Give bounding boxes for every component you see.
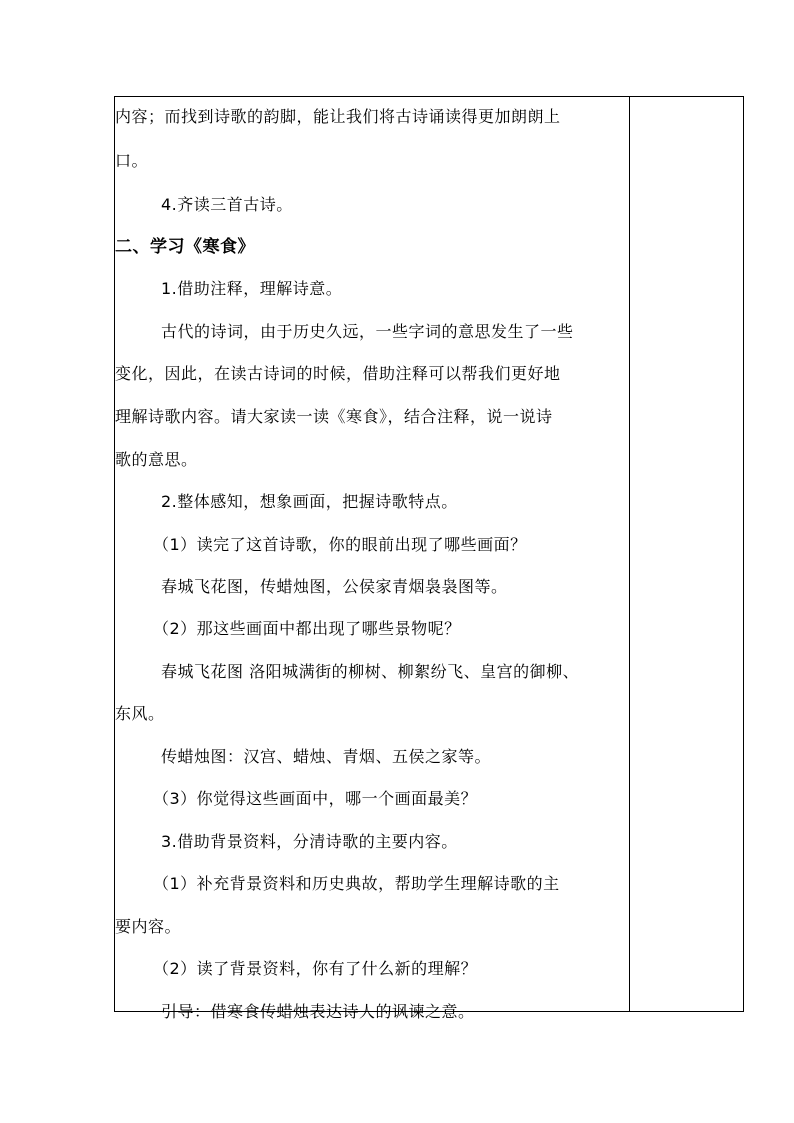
text-line: 传蜡烛图：汉宫、蜡烛、青烟、五侯之家等。 bbox=[161, 747, 492, 766]
text-line: 3.借助背景资料，分清诗歌的主要内容。 bbox=[161, 832, 458, 851]
text-line: 春城飞花图，传蜡烛图，公侯家青烟袅袅图等。 bbox=[161, 577, 508, 596]
text-line: （2）那这些画面中都出现了哪些景物呢？ bbox=[153, 619, 461, 638]
text-line: 2.整体感知，想象画面，把握诗歌特点。 bbox=[161, 492, 458, 511]
text-line: 内容；而找到诗歌的韵脚，能让我们将古诗诵读得更加朗朗上 bbox=[115, 107, 561, 126]
text-line: 1.借助注释，理解诗意。 bbox=[161, 279, 343, 298]
notes-column bbox=[630, 97, 743, 1011]
text-line: （3）你觉得这些画面中，哪一个画面最美？ bbox=[153, 789, 478, 808]
text-line: （1）补充背景资料和历史典故，帮助学生理解诗歌的主 bbox=[153, 874, 560, 893]
text-line: 要内容。 bbox=[115, 917, 182, 936]
text-line: 4.齐读三首古诗。 bbox=[161, 195, 293, 214]
text-line: 口。 bbox=[115, 151, 149, 170]
text-line: 理解诗歌内容。请大家读一读《寒食》，结合注释，说一说诗 bbox=[115, 407, 553, 426]
lesson-table bbox=[114, 96, 744, 1021]
text-line: 歌的意思。 bbox=[115, 450, 198, 469]
section-heading: 二、学习《寒食》 bbox=[115, 237, 255, 257]
content-column bbox=[115, 97, 629, 1021]
text-line: 东风。 bbox=[115, 704, 165, 723]
text-line: 引导：借寒食传蜡烛表达诗人的讽谏之意。 bbox=[161, 1002, 475, 1021]
text-line: （1）读完了这首诗歌，你的眼前出现了哪些画面？ bbox=[153, 535, 527, 554]
text-line: 变化，因此，在读古诗词的时候，借助注释可以帮我们更好地 bbox=[115, 364, 561, 383]
text-line: 古代的诗词，由于历史久远，一些字词的意思发生了一些 bbox=[161, 322, 574, 341]
text-line: （2）读了背景资料，你有了什么新的理解？ bbox=[153, 959, 478, 978]
text-line: 春城飞花图 洛阳城满街的柳树、柳絮纷飞、皇宫的御柳、 bbox=[161, 662, 580, 681]
